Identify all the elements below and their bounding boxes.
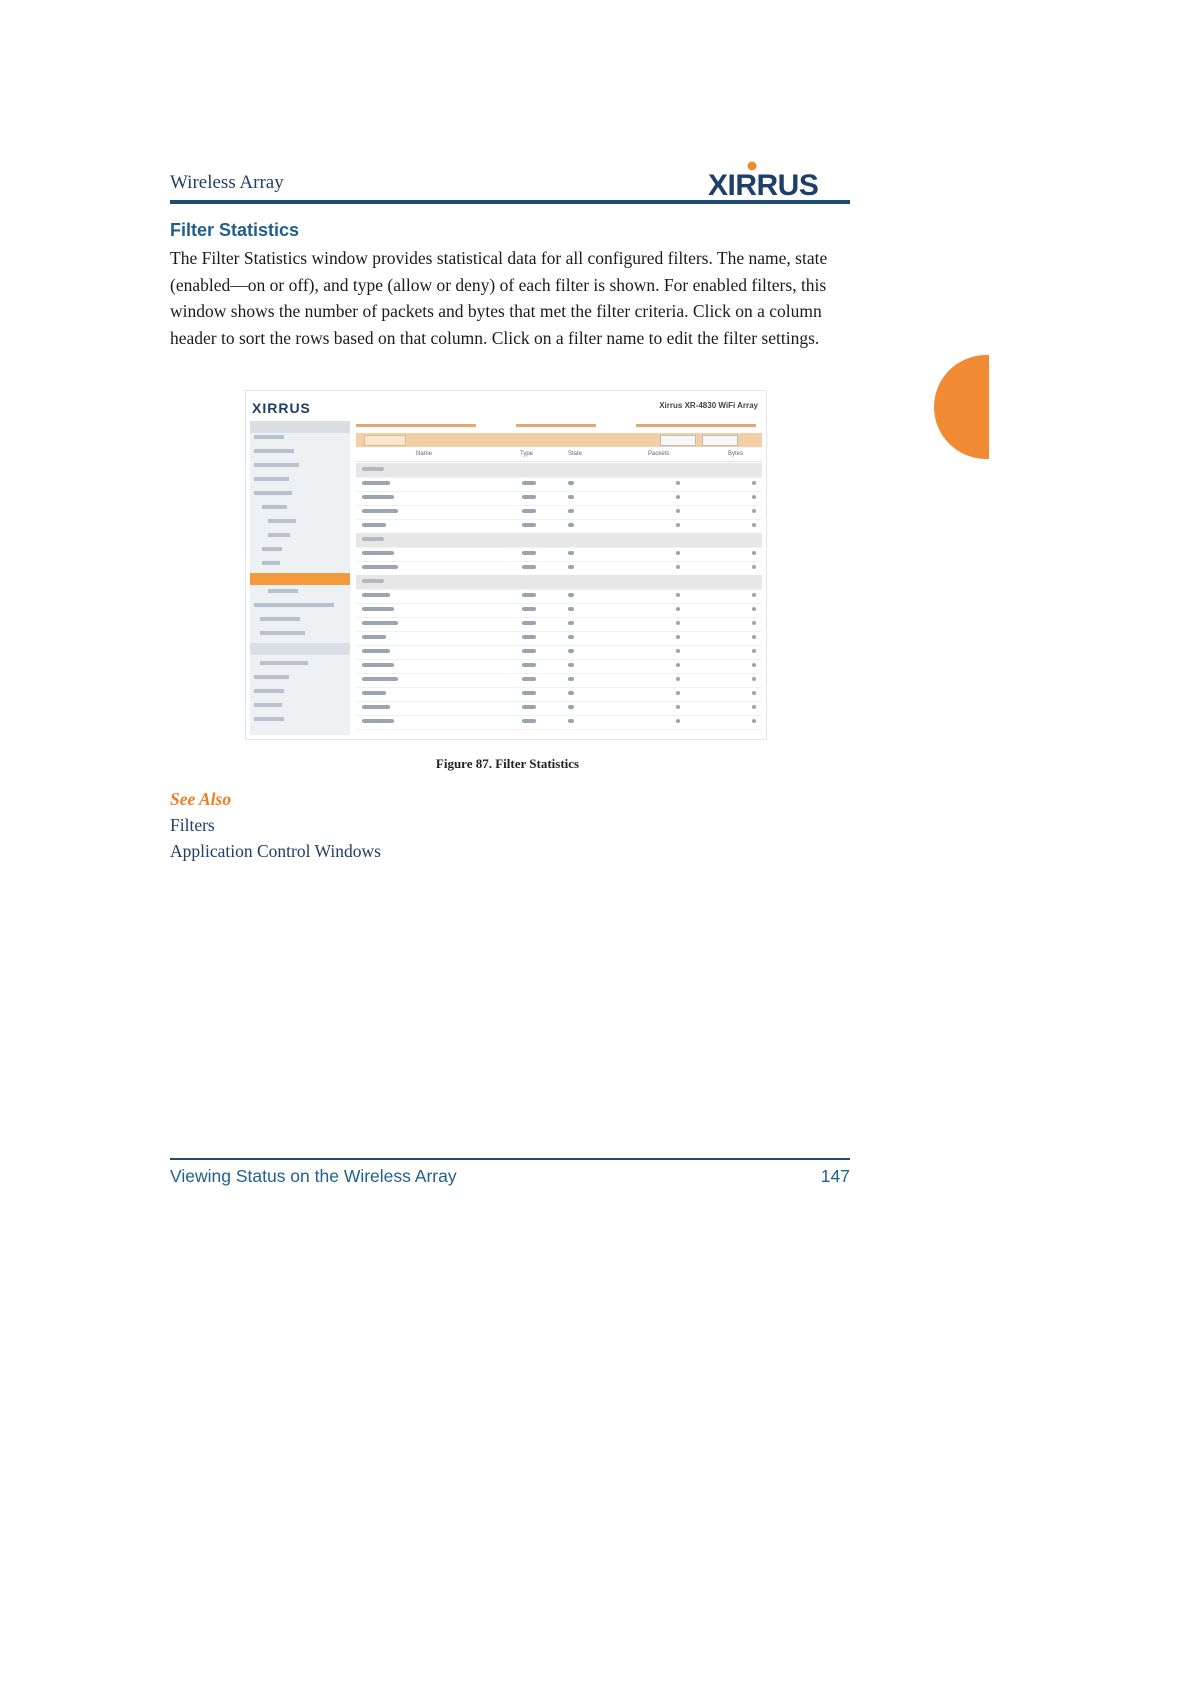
show-button [606, 435, 640, 444]
figure-main-panel [356, 421, 762, 735]
filter-select [364, 435, 406, 446]
table-group-row [356, 575, 762, 590]
col-packets: Packets [648, 451, 670, 457]
see-also-heading: See Also [170, 789, 232, 809]
table-row [356, 519, 762, 534]
sidebar-item [268, 589, 298, 593]
sidebar-section [250, 421, 350, 433]
running-header-title: Wireless Array [170, 172, 284, 193]
sidebar-item [254, 491, 292, 495]
table-row [356, 701, 762, 716]
figure-device-name: Xirrus XR-4830 WiFi Array [659, 401, 758, 410]
table-row [356, 547, 762, 562]
sidebar-section [250, 643, 350, 655]
figure-status-bar [356, 421, 762, 431]
section-heading: Filter Statistics [170, 220, 300, 240]
filter-statistics-screenshot [245, 390, 767, 740]
table-row [356, 687, 762, 702]
sidebar-item [254, 717, 284, 721]
table-row [356, 645, 762, 660]
sidebar-item [268, 519, 296, 523]
table-row [356, 617, 762, 632]
figure-caption: Figure 87. Filter Statistics [435, 756, 580, 771]
sidebar-item [260, 631, 305, 635]
table-row [356, 673, 762, 688]
sidebar-item [254, 463, 299, 467]
sidebar-item [254, 675, 289, 679]
sidebar-item [254, 689, 284, 693]
table-row [356, 603, 762, 618]
table-group-row [356, 463, 762, 478]
col-name: Name [416, 451, 433, 457]
sidebar-item [254, 449, 294, 453]
figure-sidebar [250, 421, 350, 735]
clear-button [702, 435, 738, 446]
sidebar-item [262, 505, 287, 509]
body-paragraph [170, 245, 852, 351]
table-row [356, 491, 762, 506]
footer-chapter-title: Viewing Status on the Wireless Array [170, 1166, 457, 1186]
figure-toolbar [356, 433, 762, 447]
refresh-button [660, 435, 696, 446]
figure-logo: XIRRUS [252, 400, 311, 416]
sidebar-item [254, 603, 334, 607]
sidebar-item [262, 561, 280, 565]
table-group-row [356, 533, 762, 548]
sidebar-item [268, 533, 290, 537]
paragraph-text: The Filter Statistics window provides statistical data for all configured filters. The name, state (enabled—on or off), and type (allow or deny) of each filter is shown. For enabled filters, this window shows the number of packets and bytes that met the filter criteria. Click on a column header to sort the rows based on that column. Click on a filter name to edit the filter settings. [170, 248, 828, 348]
chapter-thumb-tab [934, 355, 989, 459]
table-row [356, 589, 762, 604]
figure-table-header [356, 449, 762, 462]
header-rule [170, 200, 850, 204]
col-state: State [568, 451, 583, 457]
sidebar-item [260, 617, 300, 621]
table-row [356, 505, 762, 520]
table-row [356, 631, 762, 646]
table-row [356, 715, 762, 730]
footer-rule [170, 1158, 850, 1160]
table-row [356, 659, 762, 674]
page-number: 147 [820, 1166, 850, 1186]
sidebar-item [254, 703, 282, 707]
sidebar-item [254, 435, 284, 439]
col-type: Type [520, 451, 534, 457]
see-also-link-filters[interactable]: Filters [170, 815, 215, 835]
svg-text:XIRRUS: XIRRUS [708, 169, 819, 200]
sidebar-item [262, 547, 282, 551]
table-row [356, 477, 762, 492]
see-also-link-application-control[interactable]: Application Control Windows [170, 841, 381, 861]
sidebar-item-active [250, 573, 350, 585]
xirrus-logo [708, 160, 846, 200]
table-row [356, 561, 762, 576]
sidebar-item [254, 477, 289, 481]
col-bytes: Bytes [728, 451, 744, 457]
sidebar-item [260, 661, 308, 665]
